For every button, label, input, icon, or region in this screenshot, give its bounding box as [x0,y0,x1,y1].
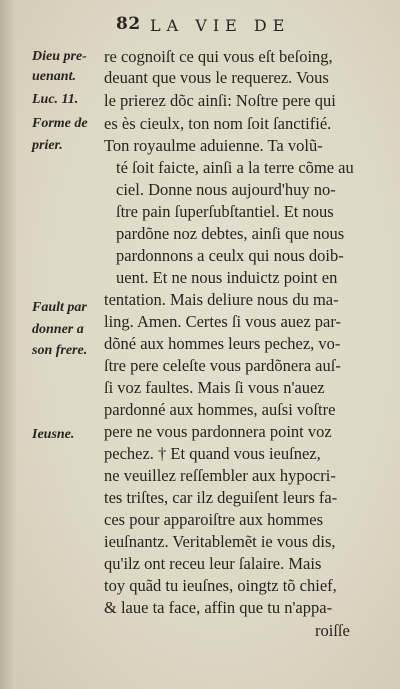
text-line [0,488,400,507]
text-line [0,246,400,265]
text-line [0,180,400,199]
margin-note: Forme de [32,116,88,131]
text-line-content: ling. Amen. Certes ſi vous auez par- [104,312,342,331]
text-line-content: Ton royaulme aduienne. Ta volũ- [104,136,323,155]
margin-note: uenant. [32,69,76,84]
margin-note: donner a [32,322,84,337]
text-line-content: toy quãd tu ieuſnes, oingtz tõ chief, [104,576,337,595]
text-line-content: tentation. Mais deliure nous du ma- [104,290,339,309]
text-line [0,334,400,353]
text-line [0,621,400,640]
text-line [0,422,400,441]
text-line-content: re cognoiſt ce qui vous eſt beſoing, [104,47,333,66]
text-line-content: ciel. Donne nous aujourd'huy no- [116,180,336,199]
text-line [0,510,400,529]
text-line [0,114,400,133]
text-line-content: ſtre pere celeſte vous pardõnera auſ- [104,356,341,375]
text-line-content: es ès cieulx, ton nom ſoit ſanctifié. [104,114,332,133]
text-line-content: deuant que vous le requerez. Vous [104,68,329,87]
text-line [0,312,400,331]
text-line [0,158,400,177]
text-line [0,202,400,221]
text-line [0,554,400,573]
text-line [0,466,400,485]
text-line [0,576,400,595]
text-line [0,400,400,419]
text-line-content: ſtre pain ſuperſubſtantiel. Et nous [116,202,334,221]
text-line-content: uent. Et ne nous induictz point en [116,268,338,287]
margin-note: Ieusne. [32,427,75,442]
catchword: roiſſe [315,621,350,640]
text-line-content: le prierez dõc ainſi: Noſtre pere qui [104,91,336,110]
text-line-content: ſi voz faultes. Mais ſi vous n'auez [104,378,325,397]
text-line [0,444,400,463]
margin-note: Fault par [32,300,87,315]
margin-note: son frere. [32,343,88,358]
text-line-content: pardonné aux hommes, auſsi voſtre [104,400,336,419]
text-line-content: ieuſnantz. Veritablemẽt ie vous dis, [104,532,336,551]
text-line [0,532,400,551]
text-line [0,68,400,87]
text-line-content: qu'ilz ont receu leur ſalaire. Mais [104,554,322,573]
text-line [0,356,400,375]
text-line-content: ces pour apparoiſtre aux hommes [104,510,324,529]
text-line-content: ne veuillez reſſembler aux hypocri- [104,466,336,485]
margin-note: Luc. 11. [32,92,79,107]
text-line [0,47,400,66]
text-line-content: pere ne vous pardonnera point voz [104,422,332,441]
text-line-content: & laue ta face, affin que tu n'appa- [104,598,333,617]
text-line [0,224,400,243]
page-header [0,14,400,44]
text-line [0,378,400,397]
running-head: LA VIE DE [150,16,291,35]
margin-note: Dieu pre- [32,49,87,64]
page-number: 82 [116,14,141,34]
margin-note: prier. [32,138,63,153]
text-line [0,268,400,287]
text-line-content: dõné aux hommes leurs pechez, vo- [104,334,341,353]
text-line-content: pardonnons a ceulx qui nous doib- [116,246,344,265]
text-line-content: té ſoit faicte, ainſi a la terre cõme au [116,158,354,177]
text-line [0,91,400,110]
text-line [0,598,400,617]
text-line [0,136,400,155]
text-line-content: pechez. † Et quand vous ieuſnez, [104,444,321,463]
text-line-content: pardõne noz debtes, ainſi que nous [116,224,345,243]
text-line [0,290,400,309]
text-line-content: tes triſtes, car ilz deguiſent leurs fa- [104,488,338,507]
